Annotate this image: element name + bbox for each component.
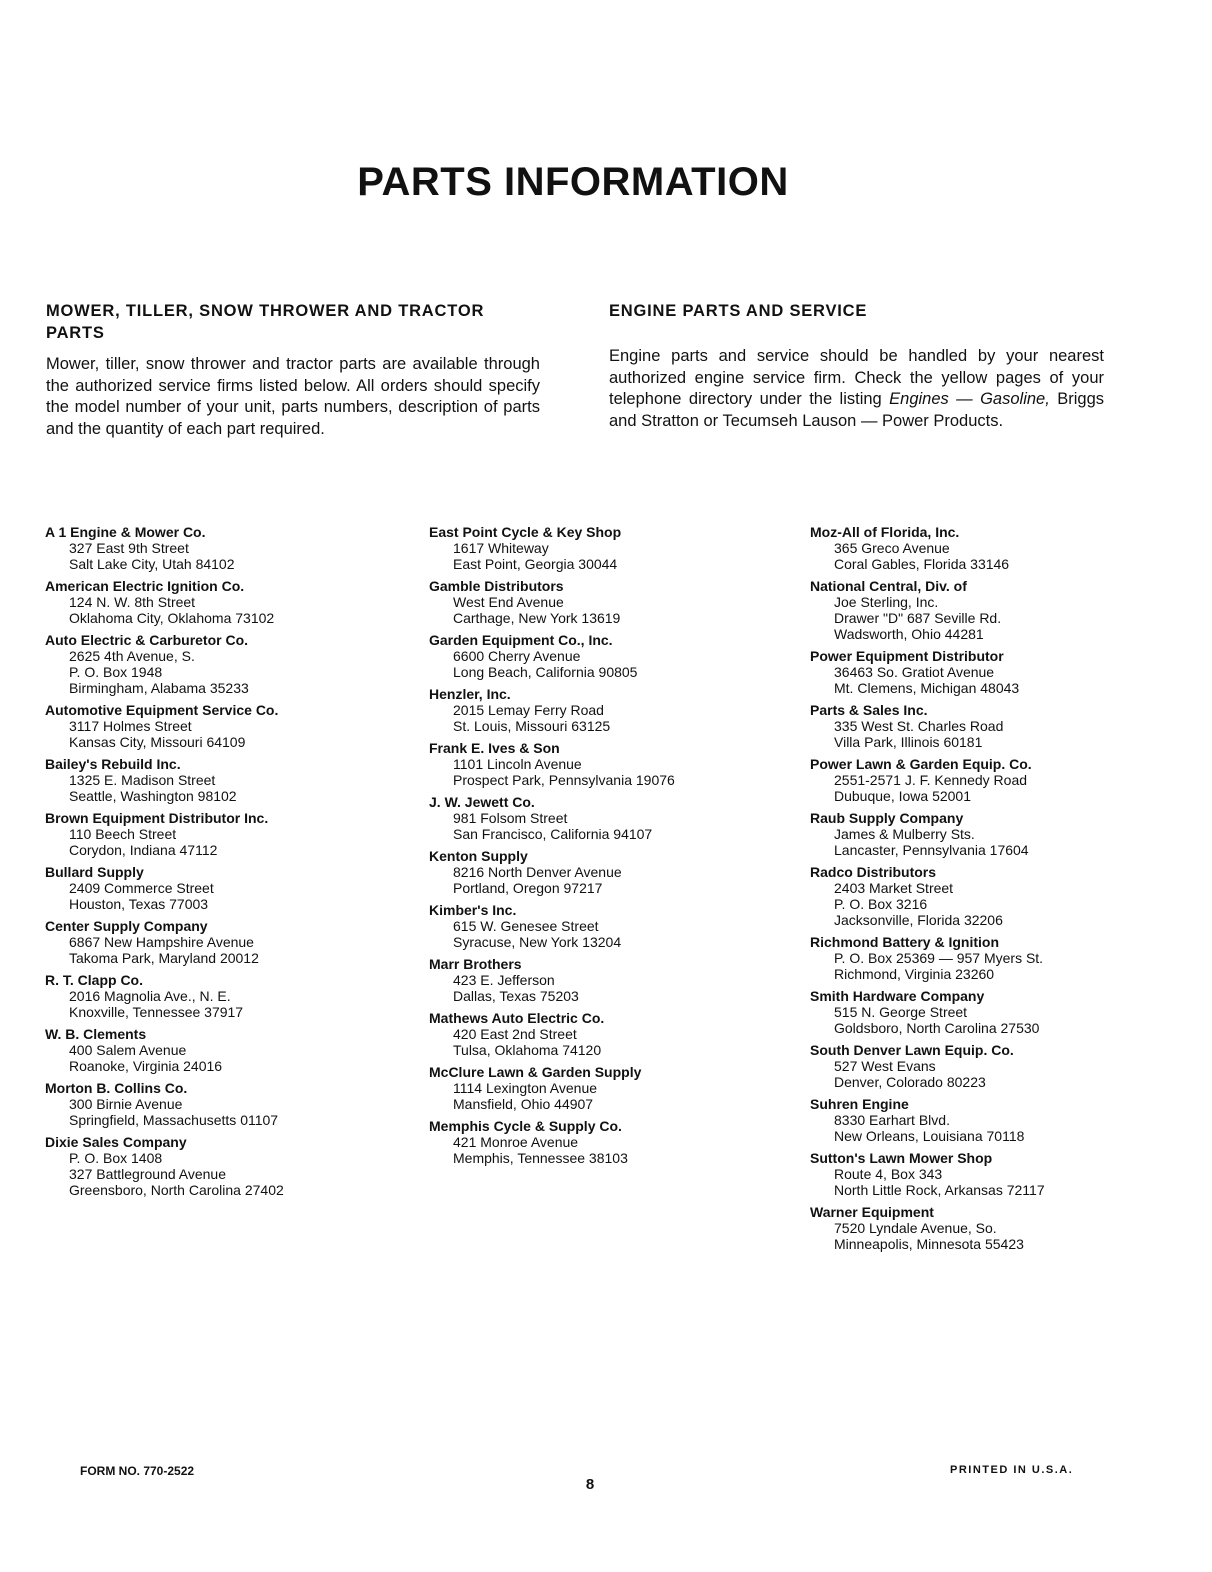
firm-address-line: Denver, Colorado 80223 [834,1074,986,1090]
firm-address-line: P. O. Box 3216 [834,896,928,912]
firm-address-line: 8216 North Denver Avenue [453,864,622,880]
firm-name: Smith Hardware Company [810,988,985,1004]
firm-name: Brown Equipment Distributor Inc. [45,810,269,826]
firm-address-line: Joe Sterling, Inc. [834,594,939,610]
firm-address-line: 1101 Lincoln Avenue [453,756,582,772]
firm-name: Garden Equipment Co., Inc. [429,632,613,648]
firm-name: Power Lawn & Garden Equip. Co. [810,756,1032,772]
firm-address-line: East Point, Georgia 30044 [453,556,618,572]
firm-address-line: Dubuque, Iowa 52001 [834,788,971,804]
firm-name: Suhren Engine [810,1096,909,1112]
firm-name: Memphis Cycle & Supply Co. [429,1118,622,1134]
firm-address-line: Wadsworth, Ohio 44281 [834,626,984,642]
firm-address-line: 110 Beech Street [69,826,177,842]
firm-address-line: Syracuse, New York 13204 [453,934,622,950]
engine-parts-heading: ENGINE PARTS AND SERVICE [609,302,868,320]
firm-address-line: 300 Birnie Avenue [69,1096,183,1112]
firm-address-line: Tulsa, Oklahoma 74120 [453,1042,602,1058]
firm-entry [45,702,375,750]
firm-address-line: 1114 Lexington Avenue [453,1080,598,1096]
firm-entry [810,1042,1140,1090]
firm-address-line: Kansas City, Missouri 64109 [69,734,246,750]
firm-entry [45,1080,375,1128]
firm-entry [45,578,375,626]
mower-parts-section [46,300,540,440]
firm-entry [429,848,759,896]
firm-address-line: St. Louis, Missouri 63125 [453,718,611,734]
firm-address-line: Birmingham, Alabama 35233 [69,680,249,696]
page-number: 8 [585,1476,595,1493]
firm-address-line: Roanoke, Virginia 24016 [69,1058,223,1074]
engine-parts-body-italic: Engines — Gasoline, [889,390,1050,408]
firm-name: Marr Brothers [429,956,522,972]
firm-name: A 1 Engine & Mower Co. [45,524,206,540]
firm-address-line: 2625 4th Avenue, S. [69,648,195,664]
firm-address-line: Dallas, Texas 75203 [453,988,579,1004]
firm-name: Morton B. Collins Co. [45,1080,188,1096]
firm-address-line: P. O. Box 1408 [69,1150,163,1166]
firm-address-line: 8330 Earhart Blvd. [834,1112,950,1128]
firm-address-line: 423 E. Jefferson [453,972,555,988]
page-title: PARTS INFORMATION [357,160,789,204]
firm-address-line: 2015 Lemay Ferry Road [453,702,604,718]
firm-entry [45,524,375,572]
firm-name: J. W. Jewett Co. [429,794,535,810]
firm-address-line: 2403 Market Street [834,880,954,896]
firm-address-line: Coral Gables, Florida 33146 [834,556,1010,572]
firm-address-line: Memphis, Tennessee 38103 [453,1150,628,1166]
firm-address-line: Richmond, Virginia 23260 [834,966,995,982]
firm-name: Auto Electric & Carburetor Co. [45,632,249,648]
firm-name: Gamble Distributors [429,578,564,594]
firm-entry [810,988,1140,1036]
mower-parts-heading: MOWER, TILLER, SNOW THROWER AND TRACTOR PARTS [46,302,485,342]
firm-address-line: Drawer "D" 687 Seville Rd. [834,610,1002,626]
engine-parts-body-end: Briggs and Stratton or Tecumseh Lauson — Power Products. [609,390,1104,430]
service-firms-column-3 [810,524,1140,1258]
firm-entry [45,972,375,1020]
firm-name: Bailey's Rebuild Inc. [45,756,181,772]
firm-address-line: 7520 Lyndale Avenue, So. [834,1220,997,1236]
firm-name: Power Equipment Distributor [810,648,1004,664]
firm-address-line: Takoma Park, Maryland 20012 [69,950,259,966]
firm-address-line: 527 West Evans [834,1058,936,1074]
firm-address-line: North Little Rock, Arkansas 72117 [834,1182,1045,1198]
firm-address-line: San Francisco, California 94107 [453,826,653,842]
firm-entry [429,578,759,626]
firm-address-line: Mt. Clemens, Michigan 48043 [834,680,1020,696]
firm-address-line: Lancaster, Pennsylvania 17604 [834,842,1029,858]
firm-name: Mathews Auto Electric Co. [429,1010,605,1026]
firm-address-line: 421 Monroe Avenue [453,1134,579,1150]
firm-address-line: West End Avenue [453,594,564,610]
firm-address-line: 1325 E. Madison Street [69,772,216,788]
firm-name: Automotive Equipment Service Co. [45,702,279,718]
firm-entry [45,864,375,912]
firm-address-line: Mansfield, Ohio 44907 [453,1096,594,1112]
firm-entry [429,686,759,734]
firm-entry [45,1026,375,1074]
firm-name: Parts & Sales Inc. [810,702,928,718]
firm-address-line: Oklahoma City, Oklahoma 73102 [69,610,275,626]
firm-entry [429,632,759,680]
firm-address-line: Portland, Oregon 97217 [453,880,603,896]
firm-address-line: Villa Park, Illinois 60181 [834,734,983,750]
firm-entry [429,524,759,572]
firm-address-line: Route 4, Box 343 [834,1166,943,1182]
firm-address-line: 615 W. Genesee Street [453,918,599,934]
firm-address-line: Salt Lake City, Utah 84102 [69,556,235,572]
firm-address-line: 365 Greco Avenue [834,540,950,556]
firm-address-line: Goldsboro, North Carolina 27530 [834,1020,1040,1036]
firm-address-line: 335 West St. Charles Road [834,718,1004,734]
firm-name: Raub Supply Company [810,810,964,826]
firm-address-line: 400 Salem Avenue [69,1042,187,1058]
firm-address-line: 6867 New Hampshire Avenue [69,934,254,950]
firm-name: McClure Lawn & Garden Supply [429,1064,642,1080]
firm-entry [429,1010,759,1058]
firm-entry [429,956,759,1004]
firm-name: Moz-All of Florida, Inc. [810,524,960,540]
firm-name: Radco Distributors [810,864,937,880]
firm-address-line: 2016 Magnolia Ave., N. E. [69,988,231,1004]
firm-entry [45,756,375,804]
engine-parts-body [609,346,1104,432]
firm-name: Richmond Battery & Ignition [810,934,999,950]
firm-name: R. T. Clapp Co. [45,972,143,988]
engine-parts-body-start: Engine parts and service should be handled by your nearest authorized engine service firm. Check the yellow pages of your telephone directory under the listing [609,347,1104,408]
firm-entry [45,632,375,696]
firm-entry [45,918,375,966]
firm-address-line: 327 East 9th Street [69,540,189,556]
firm-address-line: New Orleans, Louisiana 70118 [834,1128,1025,1144]
firm-name: Frank E. Ives & Son [429,740,560,756]
firm-entry [45,1134,375,1198]
firm-address-line: Springfield, Massachusetts 01107 [69,1112,279,1128]
firm-entry [810,810,1140,858]
firm-name: Warner Equipment [810,1204,934,1220]
firm-entry [429,1118,759,1166]
firm-name: American Electric Ignition Co. [45,578,245,594]
printed-in-label: PRINTED IN U.S.A. [950,1464,1074,1476]
firm-address-line: 124 N. W. 8th Street [69,594,196,610]
firm-name: Kimber's Inc. [429,902,517,918]
firm-entry [429,902,759,950]
firm-address-line: P. O. Box 1948 [69,664,163,680]
firm-entry [810,1204,1140,1252]
firm-name: Sutton's Lawn Mower Shop [810,1150,993,1166]
firm-name: National Central, Div. of [810,578,967,594]
firm-address-line: Knoxville, Tennessee 37917 [69,1004,244,1020]
firm-address-line: Corydon, Indiana 47112 [69,842,218,858]
firm-entry [429,1064,759,1112]
firm-entry [45,810,375,858]
firm-address-line: 36463 So. Gratiot Avenue [834,664,995,680]
firm-address-line: 981 Folsom Street [453,810,568,826]
service-firms-column-2 [429,524,759,1172]
firm-entry [810,578,1140,642]
firm-address-line: Greensboro, North Carolina 27402 [69,1182,284,1198]
form-number: FORM NO. 770-2522 [80,1464,195,1478]
firm-entry [810,1150,1140,1198]
firm-entry [810,864,1140,928]
firm-name: Dixie Sales Company [45,1134,187,1150]
engine-parts-section [609,300,1104,432]
firm-entry [810,648,1140,696]
firm-address-line: Minneapolis, Minnesota 55423 [834,1236,1024,1252]
firm-address-line: P. O. Box 25369 — 957 Myers St. [834,950,1044,966]
firm-entry [810,1096,1140,1144]
firm-address-line: Prospect Park, Pennsylvania 19076 [453,772,675,788]
firm-address-line: Houston, Texas 77003 [69,896,209,912]
firm-name: Bullard Supply [45,864,144,880]
firm-address-line: Carthage, New York 13619 [453,610,621,626]
firm-address-line: 420 East 2nd Street [453,1026,577,1042]
firm-address-line: Jacksonville, Florida 32206 [834,912,1003,928]
firm-address-line: 327 Battleground Avenue [69,1166,226,1182]
firm-entry [429,740,759,788]
firm-address-line: 2551-2571 J. F. Kennedy Road [834,772,1028,788]
firm-name: Henzler, Inc. [429,686,511,702]
firm-address-line: James & Mulberry Sts. [834,826,975,842]
firm-address-line: 6600 Cherry Avenue [453,648,581,664]
service-firms-column-1 [45,524,375,1204]
firm-address-line: Long Beach, California 90805 [453,664,638,680]
firm-address-line: 515 N. George Street [834,1004,968,1020]
firm-entry [810,524,1140,572]
firm-address-line: 1617 Whiteway [453,540,549,556]
firm-name: East Point Cycle & Key Shop [429,524,622,540]
firm-entry [810,756,1140,804]
firm-address-line: 3117 Holmes Street [69,718,192,734]
firm-name: Center Supply Company [45,918,208,934]
firm-address-line: Seattle, Washington 98102 [69,788,237,804]
firm-entry [810,934,1140,982]
mower-parts-body: Mower, tiller, snow thrower and tractor parts are available through the authorized service firms listed below. All orders should specify the model number of your unit, parts numbers, description of parts and the quantity of each part required. [46,355,540,438]
firm-address-line: 2409 Commerce Street [69,880,214,896]
firm-name: South Denver Lawn Equip. Co. [810,1042,1014,1058]
firm-name: Kenton Supply [429,848,528,864]
firm-name: W. B. Clements [45,1026,147,1042]
firm-entry [810,702,1140,750]
firm-entry [429,794,759,842]
